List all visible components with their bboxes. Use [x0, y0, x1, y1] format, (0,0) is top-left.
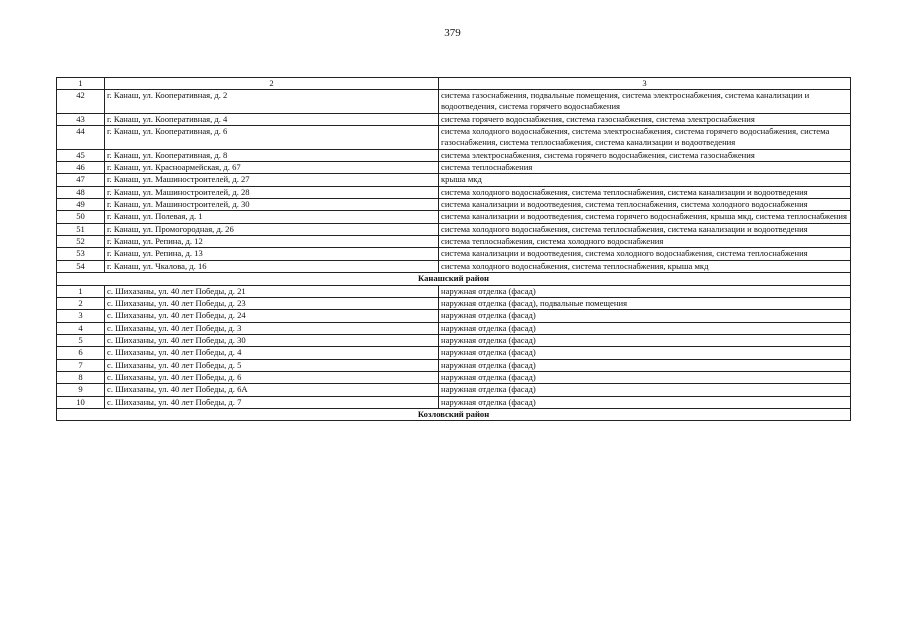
row-number: 51: [57, 223, 105, 235]
row-systems: наружная отделка (фасад): [439, 347, 851, 359]
row-systems: наружная отделка (фасад): [439, 371, 851, 383]
row-address: с. Шихазаны, ул. 40 лет Победы, д. 7: [105, 396, 439, 408]
row-address: г. Канаш, ул. Репина, д. 12: [105, 236, 439, 248]
row-systems: наружная отделка (фасад): [439, 334, 851, 346]
row-number: 49: [57, 199, 105, 211]
row-address: г. Канаш, ул. Чкалова, д. 16: [105, 260, 439, 272]
row-address: г. Канаш, ул. Кооперативная, д. 4: [105, 113, 439, 125]
row-number: 3: [57, 310, 105, 322]
row-number: 6: [57, 347, 105, 359]
table-row: [57, 186, 851, 198]
row-systems: наружная отделка (фасад): [439, 322, 851, 334]
row-address: г. Канаш, ул. Красноармейская, д. 67: [105, 162, 439, 174]
row-address: г. Канаш, ул. Репина, д. 13: [105, 248, 439, 260]
row-address: г. Канаш, ул. Машиностроителей, д. 28: [105, 186, 439, 198]
row-address: с. Шихазаны, ул. 40 лет Победы, д. 6А: [105, 384, 439, 396]
table-row: [57, 260, 851, 272]
table-row: [57, 322, 851, 334]
row-address: с. Шихазаны, ул. 40 лет Победы, д. 6: [105, 371, 439, 383]
table-row: [57, 334, 851, 346]
row-address: г. Канаш, ул. Машиностроителей, д. 30: [105, 199, 439, 211]
row-systems: система холодного водоснабжения, система электроснабжения, система горячего водоснабжения, система газоснабжения, система теплоснабжения, система канализации и водоотведения: [439, 126, 851, 150]
row-address: с. Шихазаны, ул. 40 лет Победы, д. 21: [105, 285, 439, 297]
row-number: 48: [57, 186, 105, 198]
row-address: г. Канаш, ул. Машиностроителей, д. 27: [105, 174, 439, 186]
row-systems: система холодного водоснабжения, система теплоснабжения, крыша мкд: [439, 260, 851, 272]
row-number: 45: [57, 149, 105, 161]
row-number: 10: [57, 396, 105, 408]
table-row: [57, 371, 851, 383]
row-systems: наружная отделка (фасад): [439, 384, 851, 396]
row-number: 47: [57, 174, 105, 186]
section-row-kozlovsky-district: [57, 408, 851, 420]
row-systems: система холодного водоснабжения, система теплоснабжения, система канализации и водоотведения: [439, 186, 851, 198]
row-address: г. Канаш, ул. Кооперативная, д. 2: [105, 90, 439, 114]
kanash-city-rows: [57, 90, 851, 273]
row-address: с. Шихазаны, ул. 40 лет Победы, д. 5: [105, 359, 439, 371]
row-number: 2: [57, 297, 105, 309]
row-number: 1: [57, 285, 105, 297]
row-number: 54: [57, 260, 105, 272]
kanash-district-rows: [57, 285, 851, 408]
row-systems: система канализации и водоотведения, система холодного водоснабжения, система теплоснабжения: [439, 248, 851, 260]
row-number: 52: [57, 236, 105, 248]
row-systems: наружная отделка (фасад): [439, 359, 851, 371]
row-systems: система канализации и водоотведения, система теплоснабжения, система холодного водоснабжения: [439, 199, 851, 211]
row-systems: система горячего водоснабжения, система газоснабжения, система электроснабжения: [439, 113, 851, 125]
row-number: 4: [57, 322, 105, 334]
row-address: г. Канаш, ул. Промогородная, д. 26: [105, 223, 439, 235]
table-row: [57, 347, 851, 359]
housing-table: [56, 77, 851, 421]
table-row: [57, 359, 851, 371]
table-row: [57, 90, 851, 114]
row-address: г. Канаш, ул. Полевая, д. 1: [105, 211, 439, 223]
row-address: с. Шихазаны, ул. 40 лет Победы, д. 23: [105, 297, 439, 309]
row-address: с. Шихазаны, ул. 40 лет Победы, д. 30: [105, 334, 439, 346]
table-row: [57, 162, 851, 174]
header-col-2: 2: [105, 78, 439, 90]
row-systems: наружная отделка (фасад): [439, 285, 851, 297]
row-number: 8: [57, 371, 105, 383]
row-number: 44: [57, 126, 105, 150]
table-row: [57, 126, 851, 150]
row-systems: система газоснабжения, подвальные помещения, система электроснабжения, система канализации и водоотведения, система горячего водоснабжения: [439, 90, 851, 114]
row-systems: наружная отделка (фасад): [439, 396, 851, 408]
row-systems: наружная отделка (фасад): [439, 310, 851, 322]
row-systems: система канализации и водоотведения, система горячего водоснабжения, крыша мкд, система теплоснабжения: [439, 211, 851, 223]
page-number: 379: [444, 27, 461, 39]
table-row: [57, 211, 851, 223]
row-number: 42: [57, 90, 105, 114]
section-title-kozlovsky-district: Козловский район: [57, 408, 851, 420]
row-address: с. Шихазаны, ул. 40 лет Победы, д. 4: [105, 347, 439, 359]
row-number: 9: [57, 384, 105, 396]
table-row: [57, 310, 851, 322]
table-row: [57, 149, 851, 161]
row-number: 50: [57, 211, 105, 223]
row-systems: система теплоснабжения: [439, 162, 851, 174]
row-number: 5: [57, 334, 105, 346]
row-systems: система теплоснабжения, система холодного водоснабжения: [439, 236, 851, 248]
table-row: [57, 223, 851, 235]
row-number: 46: [57, 162, 105, 174]
row-number: 7: [57, 359, 105, 371]
table-row: [57, 285, 851, 297]
row-address: г. Канаш, ул. Кооперативная, д. 6: [105, 126, 439, 150]
table-row: [57, 199, 851, 211]
row-address: с. Шихазаны, ул. 40 лет Победы, д. 24: [105, 310, 439, 322]
row-number: 53: [57, 248, 105, 260]
table-row: [57, 384, 851, 396]
header-col-3: 3: [439, 78, 851, 90]
table-header-row: [57, 78, 851, 90]
row-systems: система холодного водоснабжения, система теплоснабжения, система канализации и водоотведения: [439, 223, 851, 235]
section-title-kanash-district: Канашский район: [57, 273, 851, 285]
row-number: 43: [57, 113, 105, 125]
row-address: г. Канаш, ул. Кооперативная, д. 8: [105, 149, 439, 161]
table-row: [57, 174, 851, 186]
table-row: [57, 396, 851, 408]
header-col-1: 1: [57, 78, 105, 90]
row-systems: крыша мкд: [439, 174, 851, 186]
table-row: [57, 297, 851, 309]
table-row: [57, 236, 851, 248]
table-row: [57, 248, 851, 260]
section-row-kanash-district: [57, 273, 851, 285]
row-systems: система электроснабжения, система горячего водоснабжения, система газоснабжения: [439, 149, 851, 161]
row-systems: наружная отделка (фасад), подвальные помещения: [439, 297, 851, 309]
row-address: с. Шихазаны, ул. 40 лет Победы, д. 3: [105, 322, 439, 334]
table-row: [57, 113, 851, 125]
